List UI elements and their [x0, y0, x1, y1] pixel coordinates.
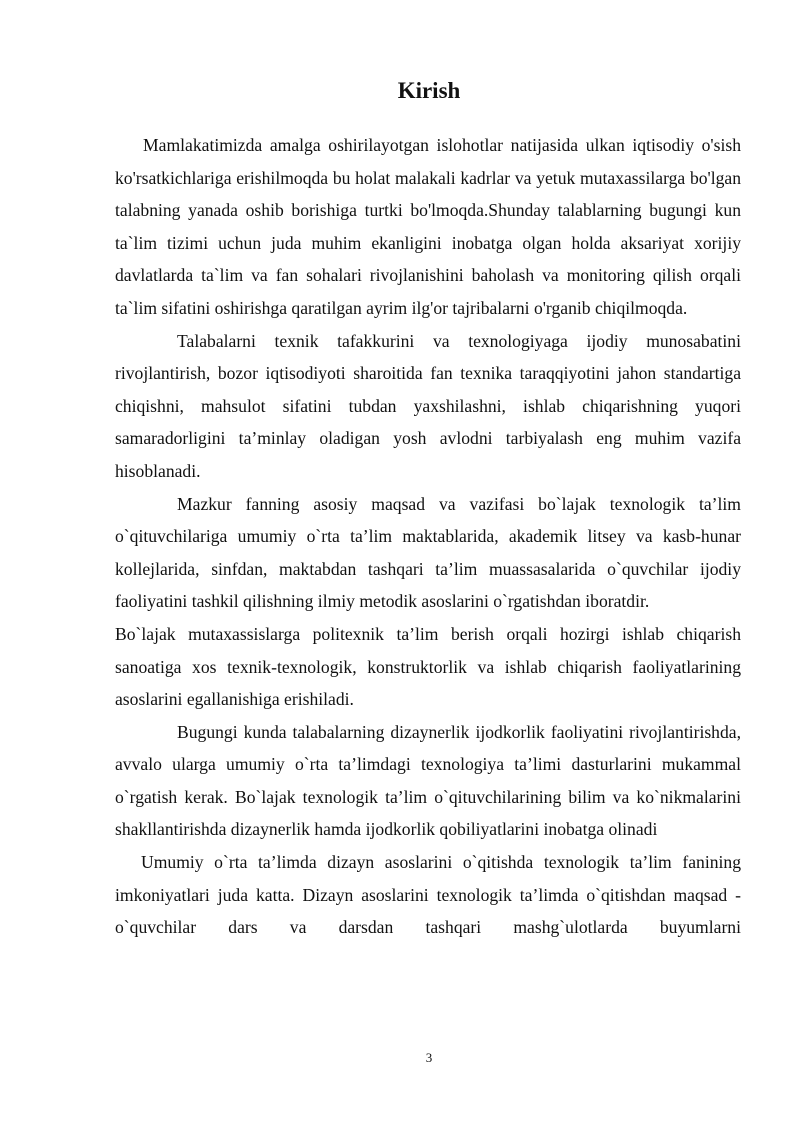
paragraph-6: Umumiy o`rta ta’limda dizayn asoslarini o`qitishda texnologik ta’lim fanining imkoniyatlari juda katta. Dizayn asoslarini texnologik ta’limda o`qitishdan maqsad - o`quvchilar dars va darsdan tashqari mashg`ulotlarda buyumlarni: [115, 852, 741, 938]
paragraph-1: Mamlakatimizda amalga oshirilayotgan islohotlar natijasida ulkan iqtisodiy o'sish ko'rsatkichlariga erishilmoqda bu holat malakali kadrlar va yetuk mutaxassilarga bo'lgan talabning yanada oshib borishiga turtki bo'lmoqda.Shunday talablarning bugungi kun ta`lim tizimi uchun juda muhim ekanligini inobatga olgan holda aksariyat xorijiy davlatlarda ta`lim va fan sohalari rivojlanishini baholash va monitoring qilish orqali ta`lim sifatini oshirishga qaratilgan ayrim ilg'or tajribalarni o'rganib chiqilmoqda.: [115, 135, 741, 318]
paragraph-4: Bo`lajak mutaxassislarga politexnik ta’lim berish orqali hozirgi ishlab chiqarish sanoatiga xos texnik-texnologik, konstruktorlik va ishlab chiqarish faoliyatlarining asoslarini egallanishiga erishiladi.: [115, 623, 741, 710]
paragraph-3: Mazkur fanning asosiy maqsad va vazifasi bo`lajak texnologik ta’lim o`qituvchilariga umumiy o`rta ta’lim maktablarida, akademik litsey va kasb-hunar kollejlarida, sinfdan, maktabdan tashqari ta’lim muassasalarida o`quvchilar ijodiy faoliyatini tashkil qilishning ilmiy metodik asoslarini o`rgatishdan iboratdir.: [115, 493, 741, 612]
document-body: [115, 129, 741, 944]
document-title: Kirish: [397, 78, 461, 103]
page-number: 3: [425, 1050, 433, 1065]
paragraph-5: Bugungi kunda talabalarning dizaynerlik ijodkorlik faoliyatini rivojlantirishda, avvalo ularga umumiy o`rta ta’limdagi texnologiya ta’limi dasturlarini mukammal o`rgatish kerak. Bo`lajak texnologik ta’lim o`qituvchilarining bilim va ko`nikmalarini shakllantirishda dizaynerlik hamda ijodkorlik qobiliyatlarini inobatga olinadi: [115, 721, 741, 840]
paragraph-2: Talabalarni texnik tafakkurini va texnologiyaga ijodiy munosabatini rivojlantirish, bozor iqtisodiyoti sharoitida fan texnika taraqqiyotini jahon standartiga chiqishni, mahsulot sifatini tubdan yaxshilashni, ishlab chiqarishning yuqori samaradorligini ta’minlay oladigan yosh avlodni tarbiyalash eng muhim vazifa hisoblanadi.: [115, 330, 741, 481]
